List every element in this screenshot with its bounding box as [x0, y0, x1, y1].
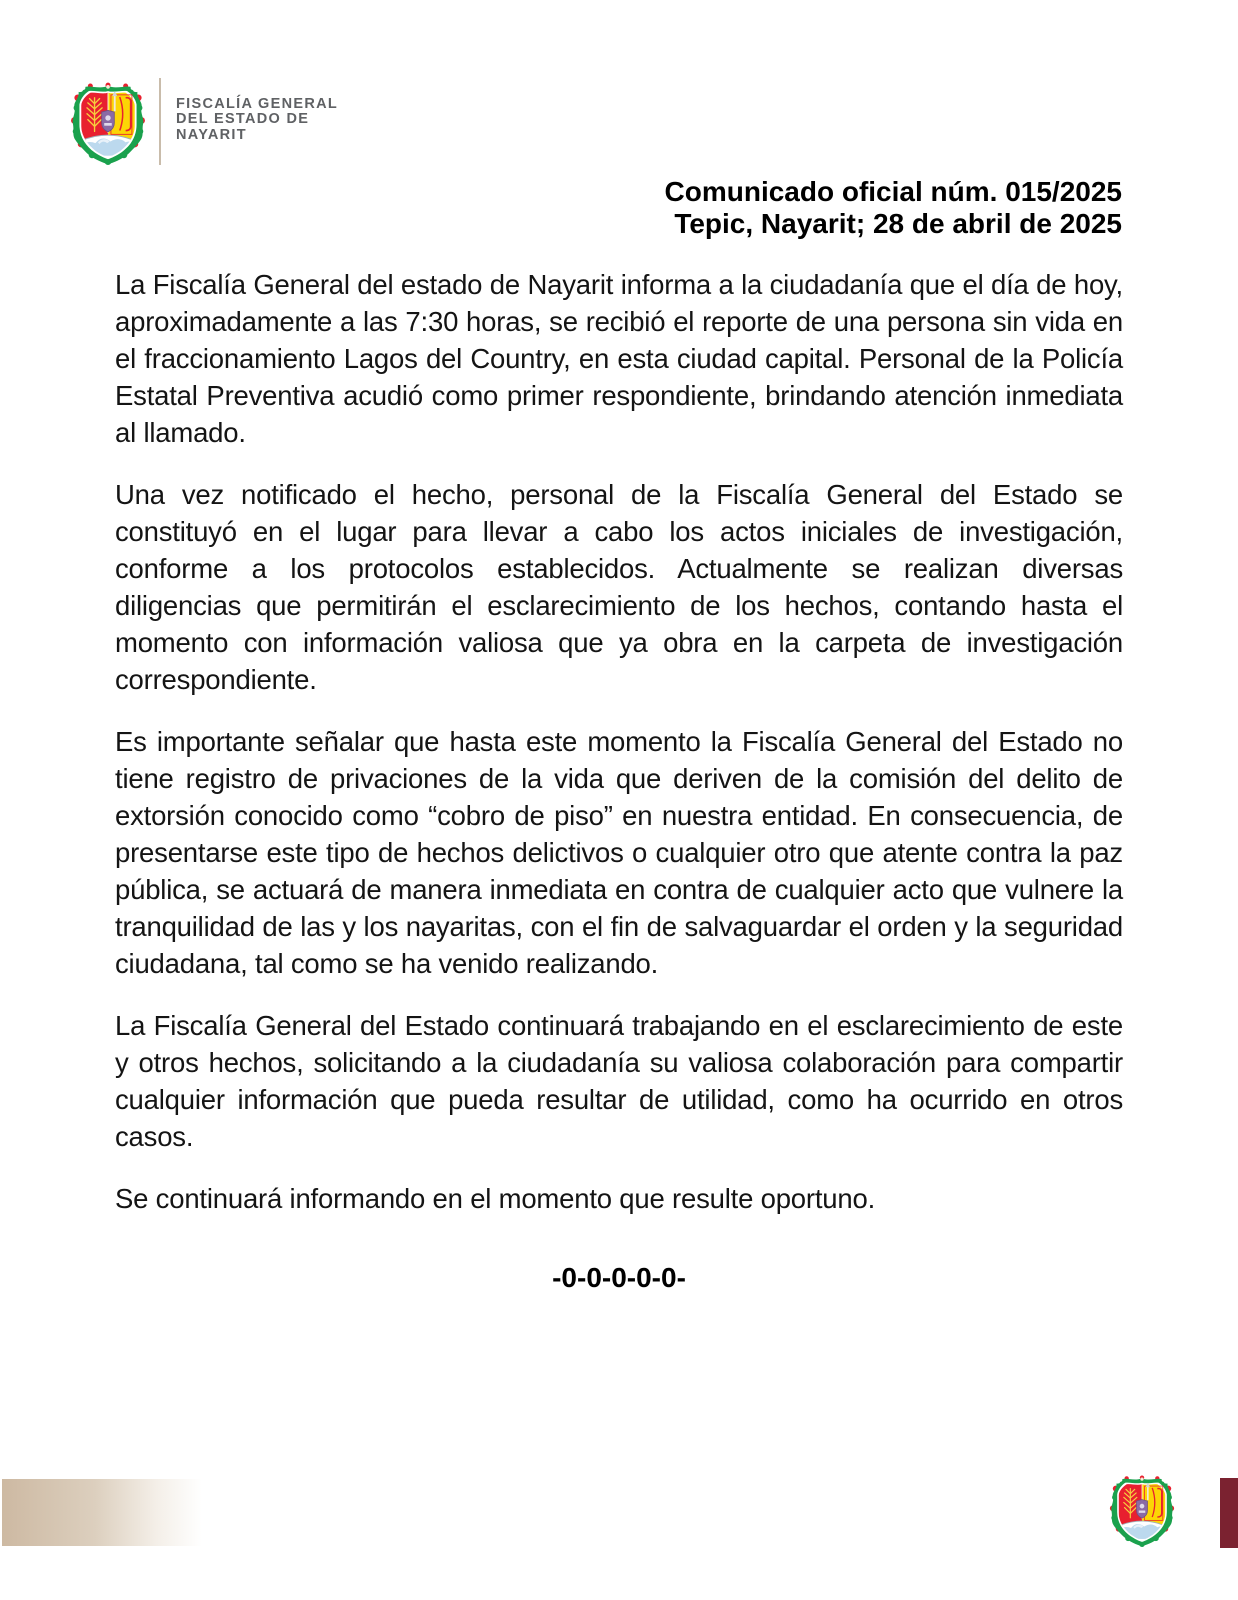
paragraph-5: Se continuará informando en el momento que resulte oportuno.: [115, 1183, 876, 1214]
paragraph-3: Es importante señalar que hasta este momento la Fiscalía General del Estado no tiene registro de privaciones de la vida que deriven de la comisión del delito de extorsión conocido como “cobro de piso” en nuestra entidad. En consecuencia, de presentarse este tipo de hechos delictivos o cualquier otro que atente contra la paz pública, se actuará de manera inmediata en contra de cualquier acto que vulnere la tranquilidad de las y los nayaritas, con el fin de salvaguardar el orden y la seguridad ciudadana, tal como se ha venido realizando.: [115, 726, 1123, 979]
document-body: [115, 266, 1123, 1294]
org-name-line-2: DEL ESTADO DE: [176, 111, 310, 128]
nayarit-coat-of-arms-icon: [70, 81, 146, 165]
paragraph-1: La Fiscalía General del estado de Nayarit informa a la ciudadanía que el día de hoy, aproximadamente a las 7:30 horas, se recibió el reporte de una persona sin vida en el fraccionamiento Lagos del Country, en esta ciudad capital. Personal de la Policía Estatal Preventiva acudió como primer respondiente, brindando atención inmediata al llamado.: [115, 269, 1123, 448]
org-name-line-3: NAYARIT: [176, 126, 247, 143]
org-name-line-1: FISCALÍA GENERAL: [176, 96, 339, 112]
footer-accent-bar: [1220, 1478, 1238, 1548]
comunicado-heading: [665, 176, 1122, 240]
paragraph-4: La Fiscalía General del Estado continuará trabajando en el esclarecimiento de este y otros hechos, solicitando a la ciudadanía su valiosa colaboración para compartir cualquier información que pueda resultar de utilidad, como ha ocurrido en otros casos.: [115, 1010, 1123, 1152]
comunicado-number: Comunicado oficial núm. 015/2025: [664, 176, 1122, 207]
org-name-block: [176, 97, 338, 143]
end-separator: -0-0-0-0-0-: [552, 1262, 686, 1293]
nayarit-coat-of-arms-icon-footer: [1109, 1474, 1175, 1547]
comunicado-dateline: Tepic, Nayarit; 28 de abril de 2025: [674, 208, 1122, 239]
org-header: [70, 78, 338, 165]
org-divider-line: [159, 78, 161, 165]
paragraph-2: Una vez notificado el hecho, personal de la Fiscalía General del Estado se constituyó en el lugar para llevar a cabo los actos iniciales de investigación, conforme a los protocolos establecidos. Actualmente se realizan diversas diligencias que permitirán el esclarecimiento de los hechos, contando hasta el momento con información valiosa que ya obra en la carpeta de investigación correspondiente.: [115, 479, 1123, 695]
footer-gradient-bar: [2, 1479, 208, 1546]
